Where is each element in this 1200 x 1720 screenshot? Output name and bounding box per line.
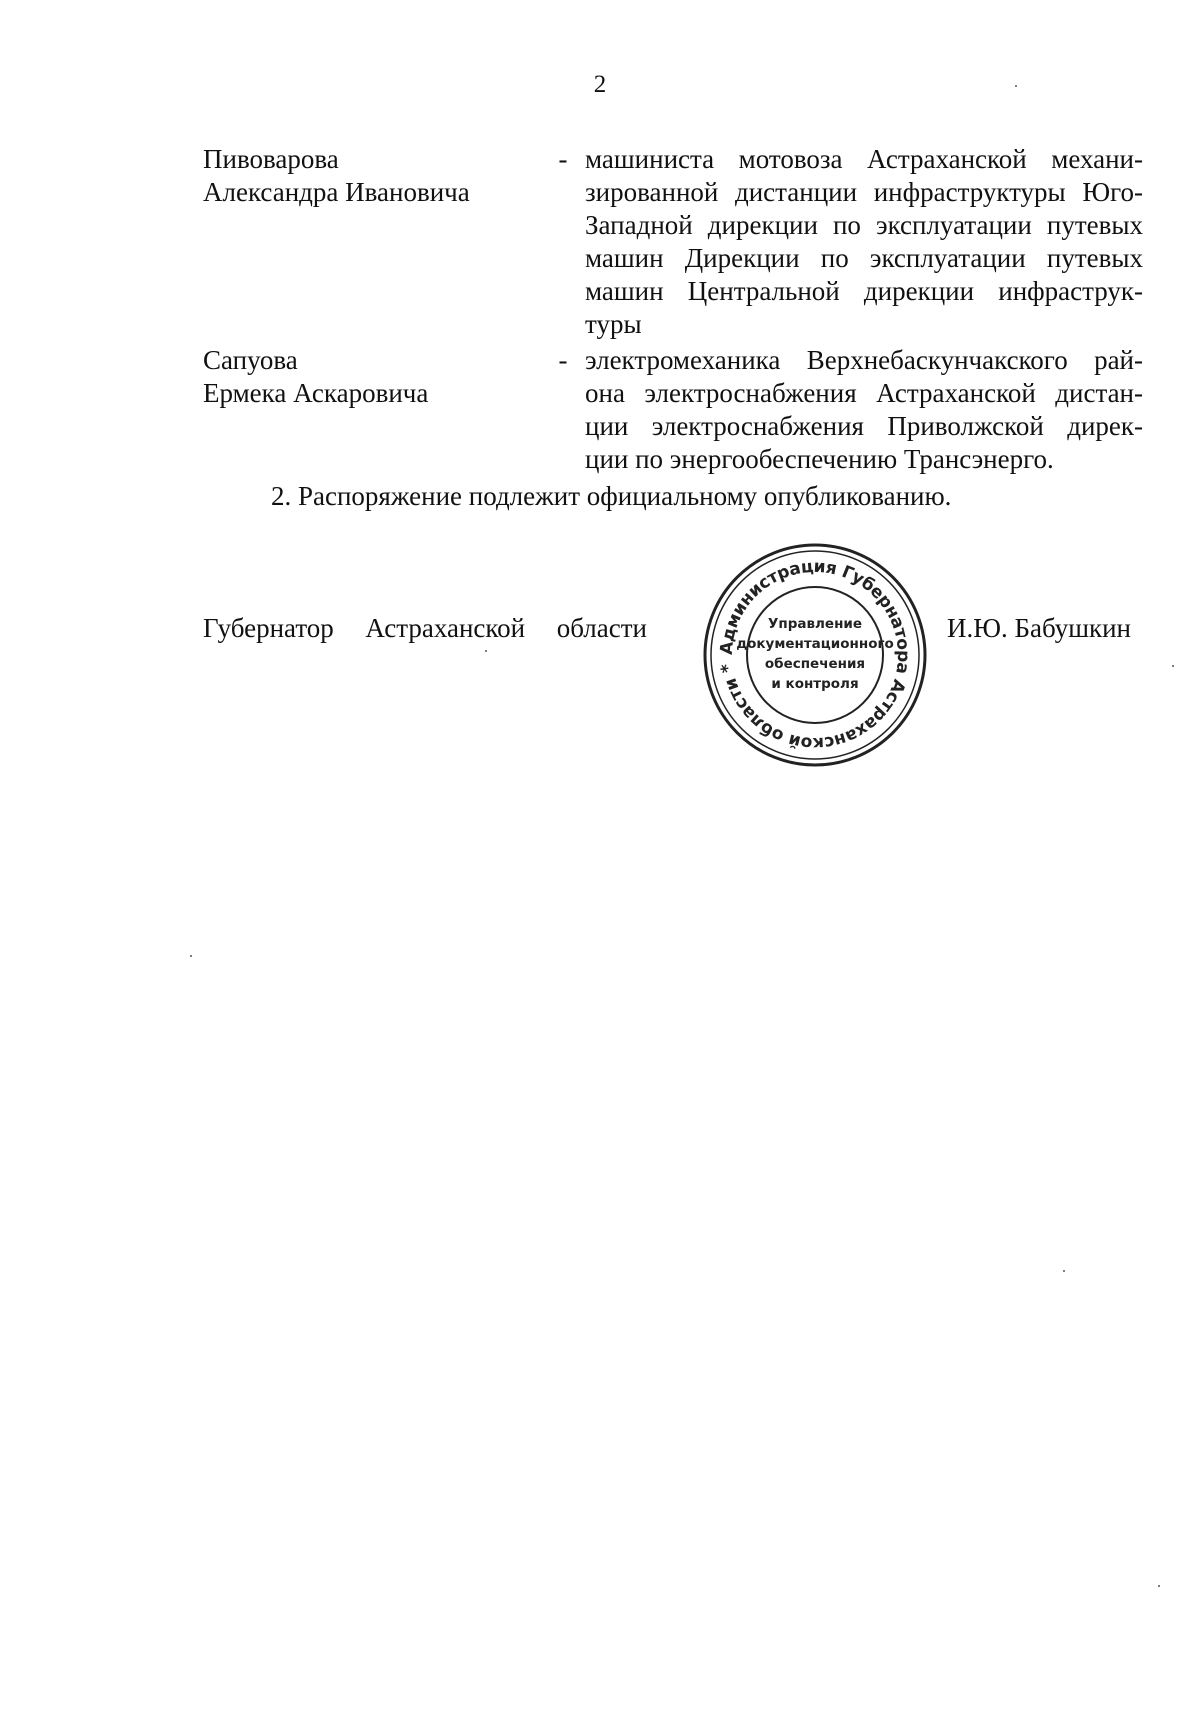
person-given-names: Александра Ивановича bbox=[203, 177, 470, 207]
scan-speck bbox=[1063, 1270, 1065, 1272]
person-position bbox=[585, 143, 1143, 341]
scan-speck bbox=[485, 650, 487, 652]
seal-graphic bbox=[700, 540, 930, 770]
position-line: туры bbox=[585, 309, 642, 339]
person-name bbox=[203, 143, 543, 209]
signatory-name: И.Ю. Бабушкин bbox=[947, 613, 1132, 643]
position-line: зированной дистанции инфраструктуры Юго- bbox=[585, 177, 1143, 207]
person-surname: Пивоварова bbox=[203, 144, 339, 174]
scan-speck bbox=[1015, 85, 1017, 87]
scan-speck bbox=[1172, 665, 1174, 667]
person-position bbox=[585, 344, 1143, 476]
position-line: машин Дирекции по эксплуатации путевых bbox=[585, 243, 1143, 273]
position-line: машин Центральной дирекции инфраструк- bbox=[585, 276, 1143, 306]
seal-ring-text: Администрация Губернатора Астраханской области * bbox=[716, 556, 914, 754]
position-line: машиниста мотовоза Астраханской механи- bbox=[585, 144, 1143, 174]
page-number: 2 bbox=[593, 71, 607, 98]
seal-outer-ring-inner bbox=[711, 551, 919, 759]
entry-dash: - bbox=[558, 345, 568, 375]
seal-inner-ring bbox=[747, 587, 883, 723]
seal-center-line: документационного bbox=[736, 636, 894, 652]
entry-dash: - bbox=[558, 144, 568, 174]
seal-center-line: обеспечения bbox=[764, 656, 866, 672]
person-name bbox=[203, 344, 543, 410]
signatory-title: Губернатор Астраханской области bbox=[203, 613, 647, 643]
official-seal bbox=[700, 540, 930, 770]
publication-clause: 2. Распоряжение подлежит официальному опубликованию. bbox=[271, 481, 952, 511]
position-line: она электроснабжения Астраханской дистан- bbox=[585, 378, 1143, 408]
person-surname: Сапуова bbox=[203, 345, 298, 375]
seal-outer-ring bbox=[705, 545, 925, 765]
position-line: Западной дирекции по эксплуатации путевых bbox=[585, 210, 1143, 240]
position-line: ции электроснабжения Приволжской дирек- bbox=[585, 411, 1143, 441]
person-given-names: Ермека Аскаровича bbox=[203, 378, 429, 408]
scan-speck bbox=[190, 955, 192, 957]
position-line: электромеханика Верхнебаскунчакского рай- bbox=[585, 345, 1143, 375]
seal-center-line: и контроля bbox=[771, 676, 859, 692]
position-line: ции по энергообеспечению Трансэнерго. bbox=[585, 444, 1054, 474]
seal-center-line: Управление bbox=[767, 616, 863, 632]
scan-speck bbox=[1158, 1585, 1160, 1587]
